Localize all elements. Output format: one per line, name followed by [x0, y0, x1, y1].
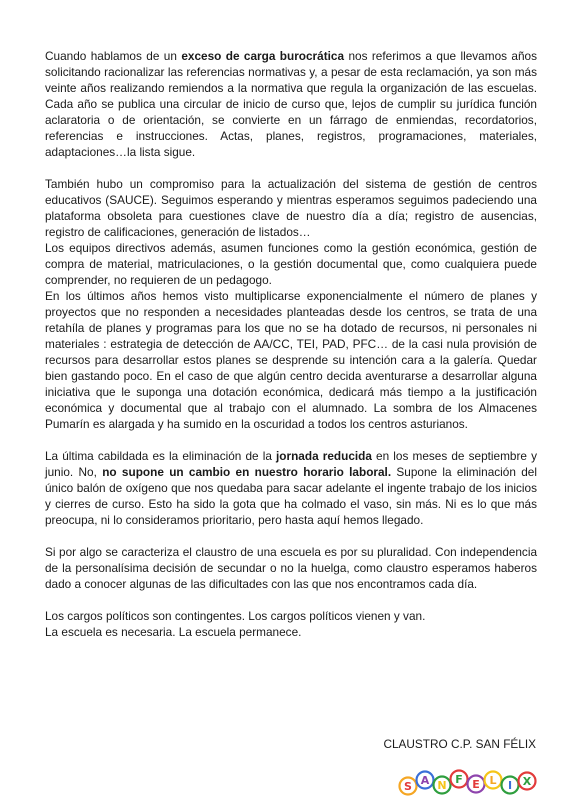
paragraph-bureaucracy: [45, 48, 537, 160]
paragraph-reduced-day: [45, 448, 537, 528]
text: nos referimos a que llevamos años solicitando racionalizar las referencias normativas y, a pesar de esta reclamación, ya son más veinte años realizando remiendos a la normativa que regula la organización de las escuelas. Cada año se publica una circular de inicio de curso que, lejos de cumplir su jurídica función aclaratoria o de orientación, se convierte en un fárrago de enmiendas, recordatorios, referencias e instrucciones. Actas, planes, registros, programaciones, materiales, adaptaciones…la lista sigue.: [45, 49, 538, 159]
logo-letter: X: [522, 775, 532, 788]
logo-letter: A: [420, 774, 430, 787]
paragraph-closing-2: La escuela es necesaria. La escuela permanece.: [45, 625, 302, 639]
logo-letter: F: [455, 773, 463, 786]
logo-letter: N: [437, 779, 447, 792]
bold-text: exceso de carga burocrática: [181, 49, 345, 63]
signature: CLAUSTRO C.P. SAN FÉLIX: [383, 737, 536, 751]
letter-body: [45, 48, 537, 656]
text: Cuando hablamos de un: [45, 49, 182, 63]
paragraph-sauce: También hubo un compromiso para la actualización del sistema de gestión de centros educativos (SAUCE). Seguimos esperando y mientras esperamos seguimos padeciendo una plataforma obsoleta para cuestiones clave de nuestro día a día; registro de ausencias, registro de calificaciones, generación de listados…: [45, 177, 537, 239]
logo-letter: E: [472, 778, 480, 791]
paragraph-plans: En los últimos años hemos visto multiplicarse exponencialmente el número de planes y proyectos que no responden a necesidades planteadas desde los centros, se trata de una retahíla de planes y programas para los que no se ha dotado de recursos, ni personales ni materiales : estrategia de detección de AA/CC, TEI, PAD, PFC… de la casi nula provisión de recursos para desarrollar estos planes se desprende su intención cara a la galería. Quedar bien gastando poco. En el caso de que algún centro decida aventurarse a desarrollar alguna iniciativa que le suponga una dotación económica, dedicará más tiempo a la justificación económica y documental que al trabajo con el alumnado. La sombra de los Almacenes Pumarín es alargada y ha sumido en la oscuridad a todos los centros asturianos.: [45, 289, 537, 431]
logo-letter: I: [507, 779, 513, 792]
text: La última cabildada es la eliminación de la: [45, 449, 277, 463]
bold-text: jornada reducida: [276, 449, 372, 463]
paragraph-closing-1: Los cargos políticos son contingentes. Los cargos políticos vienen y van.: [45, 609, 426, 623]
school-logo-icon: [398, 760, 540, 802]
logo-letter: S: [404, 780, 412, 793]
text: Supone la eliminación del único balón de oxígeno que nos quedaba para sacar adelante el ingente trabajo de los inicios y cierres de curso. Esto ha sido la gota que ha colmado el vaso, sin más. Ni es lo que más preocupa, ni lo consideramos prioritario, pero hasta aquí hemos llegado.: [45, 465, 537, 527]
paragraph-directors: Los equipos directivos además, asumen funciones como la gestión económica, gestión de compra de material, matriculaciones, o la gestión documental que, como cualquiera puede comprender, no requieren de un pedagogo.: [45, 241, 537, 287]
logo-letter: L: [489, 774, 497, 787]
bold-text: no supone un cambio en nuestro horario laboral.: [102, 465, 392, 479]
paragraph-plurality: Si por algo se caracteriza el claustro de una escuela es por su pluralidad. Con independencia de la personalísima decisión de secundar o no la huelga, como claustro esperamos haberos dado a conocer algunas de las dificultades con las que nos encontramos cada día.: [45, 545, 537, 591]
text: en los meses de septiembre y junio. No,: [45, 449, 537, 479]
